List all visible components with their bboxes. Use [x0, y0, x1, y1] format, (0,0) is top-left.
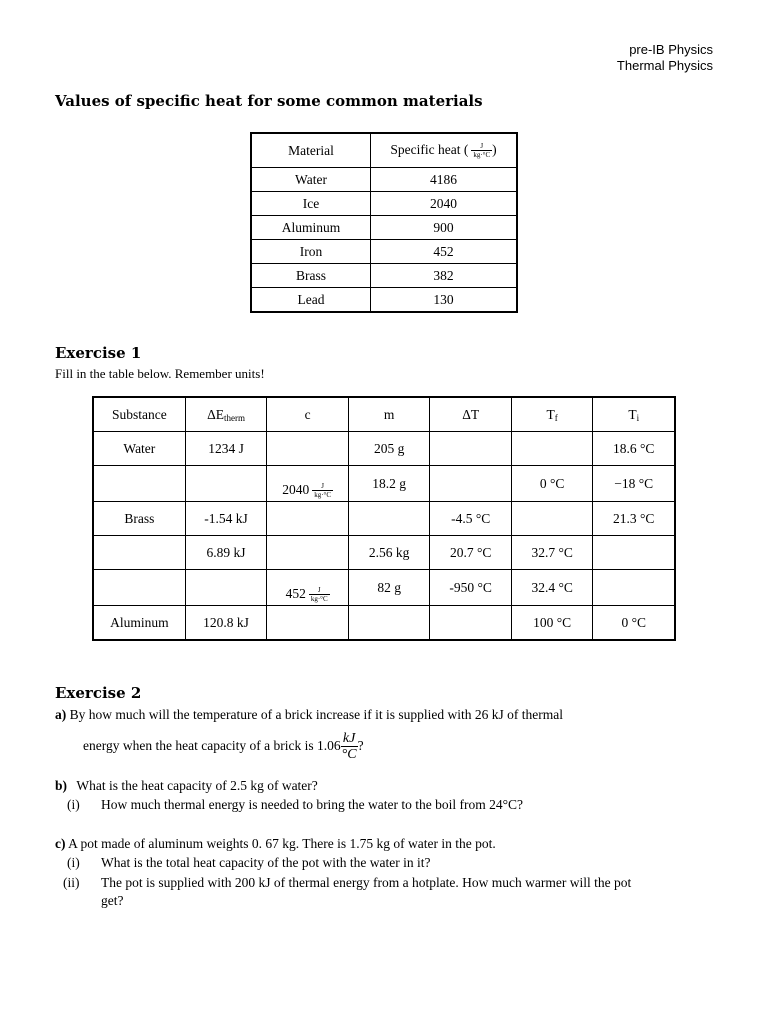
topic-name: Thermal Physics: [616, 58, 713, 73]
table-row: Aluminum 120.8 kJ 100 °C 0 °C: [93, 606, 675, 641]
exercise1-title: Exercise 1: [55, 344, 142, 362]
question-c: [55, 835, 496, 853]
table-header-row: [93, 397, 675, 432]
question-b-i-label: (i): [67, 797, 80, 812]
exercise1-table: [92, 396, 676, 641]
table-row: Lead 130: [251, 288, 517, 313]
exercise2-title: Exercise 2: [55, 684, 142, 702]
col-material: Material: [251, 133, 371, 168]
unit-fraction: $\frac{kJ}{^\circ C}$: [341, 731, 357, 763]
question-b: [55, 777, 318, 795]
col-specific-heat: Specific heat ( $\frac{J}{kg\cdot^\circ C}$ ): [371, 133, 518, 168]
question-a-line2: energy when the heat capacity of a brick is 1.06: [83, 738, 341, 753]
col-m: m: [348, 397, 430, 432]
table-row: 2040 $\frac{J}{kg\cdot^\circ C}$ 18.2 g 0 °C −18 °C: [93, 466, 675, 502]
question-c-ii-text: [101, 874, 741, 910]
unit-fraction: $\frac{J}{kg\cdot^\circ C}$: [473, 142, 491, 160]
col-delta-t: ΔT: [430, 397, 512, 432]
exercise1-instruction: Fill in the table below. Remember units!: [55, 366, 265, 381]
question-b-i-text: How much thermal energy is needed to bring the water to the boil from 24°C?: [101, 797, 524, 812]
question-a-line1: By how much will the temperature of a brick increase if it is supplied with 26 kJ of thermal: [69, 707, 564, 722]
page-header: [617, 42, 713, 74]
course-name: pre-IB Physics: [629, 42, 713, 57]
question-a-label: a): [55, 707, 67, 722]
question-a: [55, 706, 563, 724]
unit-fraction: $\frac{J}{kg\cdot^\circ C}$: [314, 482, 332, 499]
table-row: Iron 452: [251, 240, 517, 264]
table-row: Water 4186: [251, 168, 517, 192]
question-c-text: A pot made of aluminum weights 0. 67 kg. There is 1.75 kg of water in the pot.: [68, 836, 496, 851]
question-b-label: b): [55, 778, 68, 793]
table-row: 452 $\frac{J}{kg\cdot^\circ C}$ 82 g -950 °C 32.4 °C: [93, 570, 675, 606]
question-c-ii-label: (ii): [63, 875, 80, 890]
col-ti: $T_i$: [593, 397, 675, 432]
table-header-row: [251, 133, 517, 168]
question-c-ii-line2: get?: [101, 893, 124, 908]
table-row: Brass -1.54 kJ -4.5 °C 21.3 °C: [93, 502, 675, 536]
question-c-i-text: What is the total heat capacity of the pot with the water in it?: [101, 855, 431, 870]
table-row: 6.89 kJ 2.56 kg 20.7 °C 32.7 °C: [93, 536, 675, 570]
specific-heat-title: Values of specific heat for some common materials: [55, 92, 483, 110]
table-row: Aluminum 900: [251, 216, 517, 240]
col-tf: $T_f$: [511, 397, 593, 432]
question-b-text: What is the heat capacity of 2.5 kg of water?: [76, 778, 318, 793]
col-substance: Substance: [93, 397, 185, 432]
table-row: Water 1234 J 205 g 18.6 °C: [93, 432, 675, 466]
question-c-i-label: (i): [67, 855, 80, 870]
question-a-line2-row: energy when the heat capacity of a brick is 1.06 $\frac{kJ}{^\circ C}$ ?: [83, 731, 364, 763]
col-delta-e: $\Delta E_{therm}$: [185, 397, 267, 432]
c-value-cell: 2040 $\frac{J}{kg\cdot^\circ C}$: [267, 466, 349, 502]
col-c: c: [267, 397, 349, 432]
table-row: Brass 382: [251, 264, 517, 288]
question-c-ii-line1: The pot is supplied with 200 kJ of thermal energy from a hotplate. How much warmer will the pot: [101, 875, 632, 890]
c-value-cell: 452 $\frac{J}{kg\cdot^\circ C}$: [267, 570, 349, 606]
question-c-label: c): [55, 836, 66, 851]
unit-fraction: $\frac{J}{kg\cdot^\circ C}$: [310, 586, 328, 603]
specific-heat-table: [250, 132, 518, 313]
table-row: Ice 2040: [251, 192, 517, 216]
